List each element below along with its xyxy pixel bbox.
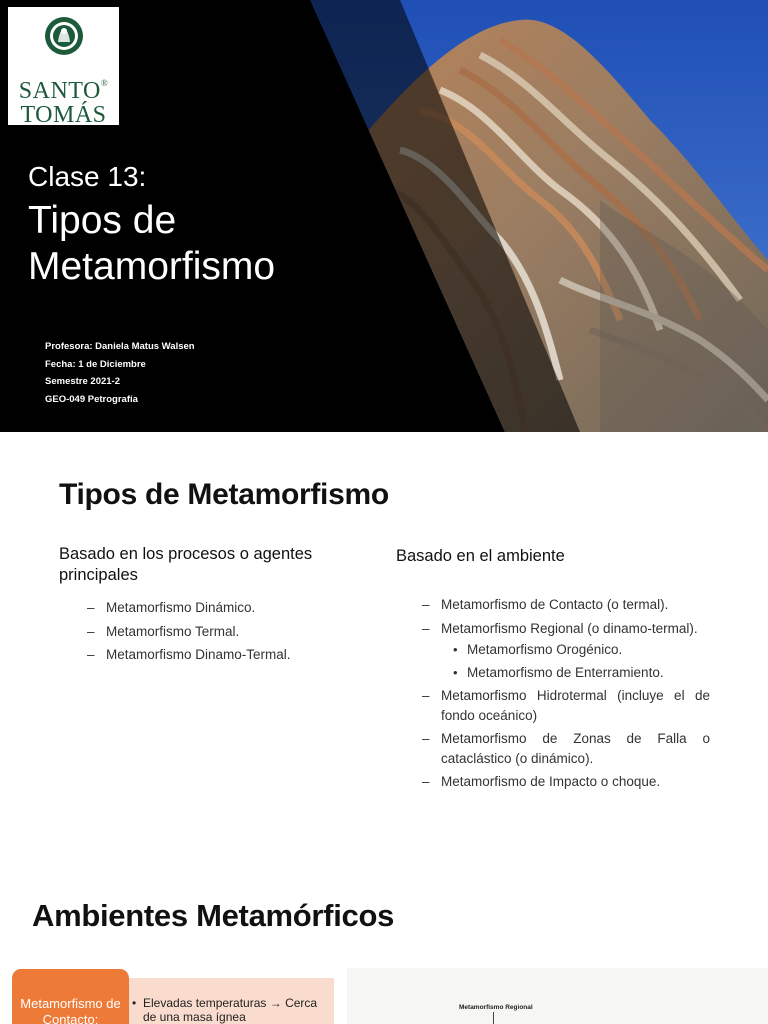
professor-line: Profesora: Daniela Matus Walsen — [45, 341, 195, 352]
course-info — [45, 338, 195, 408]
list-item — [422, 595, 710, 615]
types-slide — [0, 448, 768, 880]
list-item — [87, 598, 339, 618]
dash-bullet: – — [87, 623, 95, 639]
dash-bullet: – — [87, 600, 95, 615]
contact-metamorphism-label-box — [12, 969, 129, 1024]
sub-list-item-text: Metamorfismo Orogénico. — [467, 642, 623, 657]
lecture-title — [28, 198, 275, 290]
dash-bullet: – — [422, 620, 430, 636]
dash-bullet: – — [422, 597, 430, 612]
list-item — [87, 622, 339, 642]
list-item-text: Metamorfismo de Contacto (o termal). — [441, 597, 669, 612]
dot-bullet: • — [453, 642, 458, 657]
environment-list — [422, 595, 710, 792]
diagram-pointer-line — [493, 1012, 494, 1024]
contact-description-box — [126, 978, 334, 1024]
diagram-label: Metamorfismo Regional — [459, 1004, 533, 1011]
regional-metamorphism-diagram — [347, 968, 768, 1024]
column-heading: Basado en el ambiente — [396, 547, 565, 565]
logo-wordmark-tomas: TOMÁS — [20, 102, 107, 128]
santo-tomas-logo — [8, 7, 119, 128]
processes-list — [87, 598, 339, 665]
list-item — [422, 772, 710, 792]
list-item-text: Metamorfismo Dinámico. — [106, 600, 256, 615]
logo-wordmark-santo: SANTO — [18, 78, 101, 104]
dot-bullet: • — [132, 996, 137, 1010]
semester-line: Semestre 2021-2 — [45, 376, 120, 387]
title-slide — [0, 0, 768, 432]
lecture-title-line-1: Tipos de — [28, 199, 177, 242]
list-item-text: Metamorfismo Dinamo-Termal. — [106, 647, 291, 662]
lecture-title-line-2: Metamorfismo — [28, 245, 276, 288]
column-heading: Basado en los procesos o agentes principales — [59, 545, 313, 584]
list-item — [87, 645, 339, 665]
dash-bullet: – — [422, 731, 430, 746]
sub-list-item-text: Metamorfismo de Enterramiento. — [467, 664, 664, 680]
environments-slide — [0, 880, 768, 1024]
course-code-line: GEO-049 Petrografía — [45, 393, 138, 405]
dash-bullet: – — [87, 647, 95, 662]
list-item — [422, 686, 710, 725]
dash-bullet: – — [422, 774, 430, 789]
list-item-text: Metamorfismo de Zonas de Falla o cataclástico (o dinámico). — [441, 731, 710, 766]
date-line: Fecha: 1 de Diciembre — [45, 358, 146, 370]
dash-bullet: – — [422, 688, 430, 703]
list-item-text: Metamorfismo Termal. — [106, 623, 240, 639]
list-item-text: Metamorfismo de Impacto o choque. — [441, 774, 661, 789]
list-item — [422, 619, 710, 683]
list-item-text: Metamorfismo Hidrotermal (incluye el de fondo oceánico) — [441, 688, 710, 723]
environment-column — [396, 546, 710, 796]
contact-metamorphism-label: Metamorfismo de Contacto: — [20, 996, 121, 1024]
list-item-text: Metamorfismo Regional (o dinamo-termal). — [441, 620, 698, 636]
lecture-number: Clase 13: — [28, 161, 147, 192]
logo-registered-mark: ® — [100, 78, 109, 88]
list-item — [422, 729, 710, 768]
sub-list-item — [448, 663, 710, 683]
sub-list — [448, 640, 710, 682]
processes-column — [59, 544, 339, 669]
description-text: Elevadas temperaturas → Cerca de una masa ígnea — [143, 996, 318, 1024]
university-seal-icon — [44, 16, 84, 56]
slide-title: Tipos de Metamorfismo — [59, 478, 389, 511]
description-item — [132, 996, 322, 1024]
sub-list-item — [448, 640, 710, 660]
slide-title: Ambientes Metamórficos — [32, 898, 395, 933]
dot-bullet: • — [453, 664, 458, 680]
